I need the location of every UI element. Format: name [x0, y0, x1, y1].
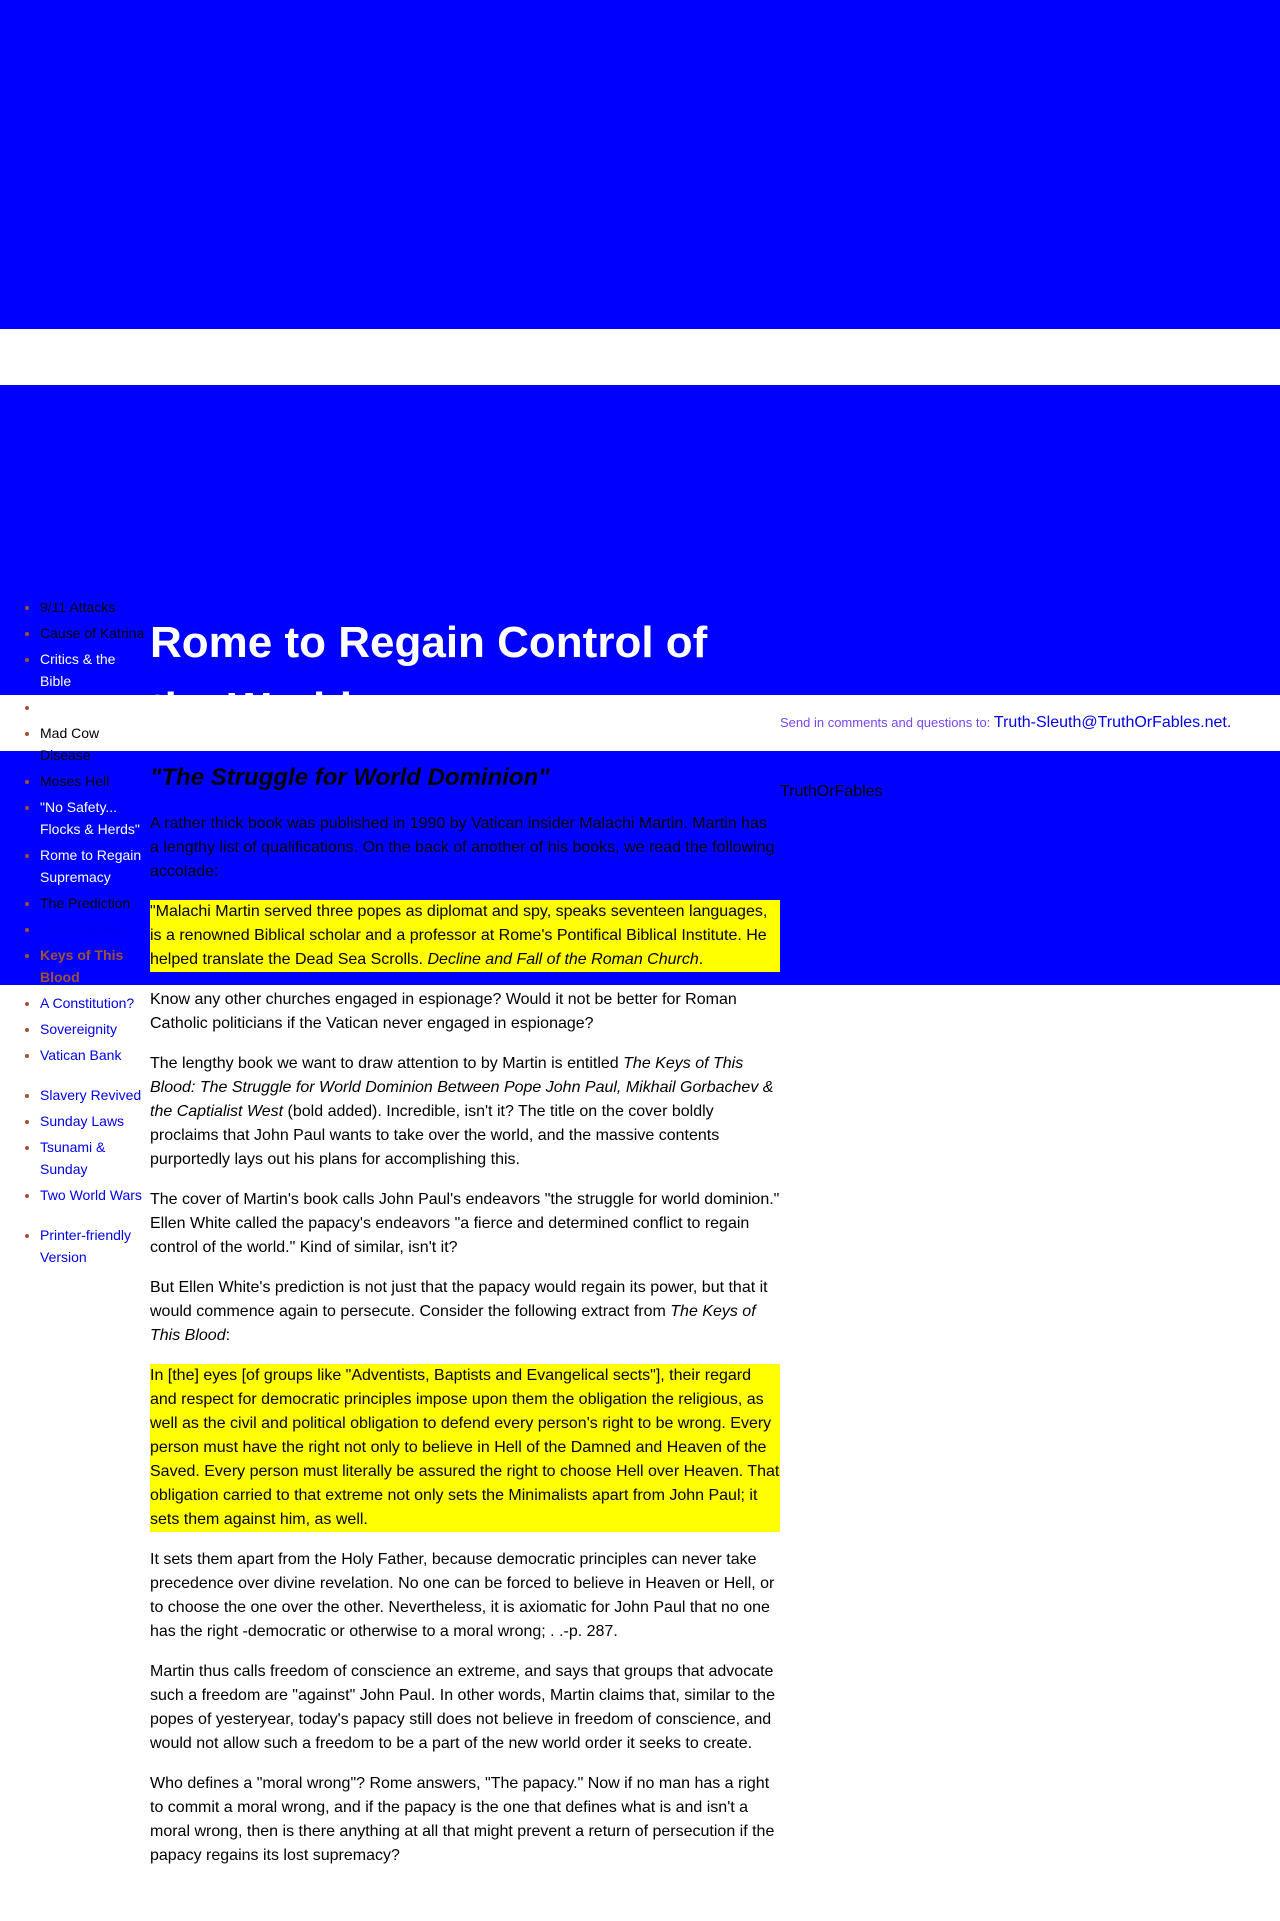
highlighted-quote-extract: In [the] eyes [of groups like "Adventists, Baptists and Evangelical sects"], their regard and respect for democratic principles impose upon them the obligation the religious, as well as the civil and political obligation to defend every person's right to be wrong. Every person must have the right not only to believe in Hell of the Damned and Heaven of the Saved. Every person must literally be assured the right to choose Hell over Heaven. That obligation carried to that extreme not only sets the Minimalists apart from John Paul; it sets them against him, as well. [150, 1364, 780, 1532]
nav-link-sovereignity[interactable]: • Sovereignity [40, 1021, 118, 1037]
nav-list-more [0, 1084, 150, 1206]
site-name: TruthOrFables [780, 783, 883, 800]
book-description-text: (bold added). Incredible, isn't it? The title on the cover boldly proclaims that John Paul wants to take over the world, and the massive contents purportedly lays out his plans for accomplishing this. [150, 1103, 720, 1168]
nav-item-slavery-revived[interactable] [40, 1084, 150, 1106]
nav-item-tsunami-sunday[interactable] [40, 1136, 150, 1180]
nav-current-keys-of-this-blood: • Keys of This Blood [40, 947, 124, 985]
contact-panel [780, 711, 1260, 801]
sidebar-nav [0, 596, 150, 1272]
paragraph-comparison: The cover of Martin's book calls John Paul's endeavors "the struggle for world dominion." Ellen White called the papacy's endeavors "a fierce and determined conflict to regain control of the world." Kind of similar, isn't it? [150, 1191, 780, 1256]
nav-link-moses-hell[interactable]: • Moses Hell [40, 773, 110, 789]
nav-link-911-attacks[interactable]: • 9/11 Attacks [40, 599, 116, 615]
nav-item-vatican-bank[interactable] [40, 1044, 150, 1066]
nav-link-vatican-bank[interactable]: • Vatican Bank [40, 1047, 122, 1063]
paragraph-espionage: Know any other churches engaged in espionage? Would it not be better for Roman Catholic politicians if the Vatican never engaged in espionage? [150, 991, 737, 1032]
nav-item-mad-cow[interactable] [40, 722, 150, 766]
contact-email-link[interactable]: Truth-Sleuth@TruthOrFables.net. [993, 714, 1232, 731]
persecution-colon: : [225, 1327, 231, 1344]
paragraph-book-title [150, 1052, 780, 1172]
printer-friendly-link[interactable]: • Printer-friendly Version [40, 1227, 132, 1265]
nav-link-2004-election[interactable]: • 2004 Election [40, 921, 125, 937]
nav-item-no-safety[interactable] [40, 796, 150, 840]
paragraph-holy-father: It sets them apart from the Holy Father, because democratic principles can never take precedence over divine revelation. No one can be forced to believe in Heaven or Hell, or to choose the one over the other. Nevertheless, it is axiomatic for John Paul that no one has the right -democratic or otherwise to a moral wrong; . .-p. 287. [150, 1551, 775, 1640]
book-intro-text: The lengthy book we want to draw attention to by Martin is entitled [150, 1055, 624, 1072]
nav-link-no-safety[interactable]: • "No Safety... Flocks & Herds" [40, 799, 140, 837]
nav-list-print [0, 1224, 150, 1268]
nav-link-tsunami-sunday[interactable]: • Tsunami & Sunday [40, 1139, 106, 1177]
nav-item-keys-of-this-blood [40, 944, 150, 988]
paragraph-moral-wrong: Who defines a "moral wrong"? Rome answers, "The papacy." Now if no man has a right to commit a moral wrong, and if the papacy is the one that defines what is and isn't a moral wrong, then is there anything at all that might prevent a return of persecution if the papacy regains its lost supremacy? [150, 1775, 775, 1864]
paragraph-intro: A rather thick book was published in 1990 by Vatican insider Malachi Martin. Martin has a lengthy list of qualifications. On the back of another of his books, we read the following accolade: [150, 815, 775, 880]
nav-item-two-world-wars[interactable] [40, 1184, 150, 1206]
nav-link-cause-of-katrina[interactable]: • Cause of Katrina [40, 625, 145, 641]
highlighted-quote-accolade [150, 900, 780, 972]
nav-list-topics [0, 596, 150, 1066]
nav-link-mad-cow[interactable]: • Mad Cow Disease [40, 725, 100, 763]
nav-link-critics-bible[interactable]: • Critics & the Bible [40, 651, 116, 689]
nav-link-rome-supremacy[interactable]: • Rome to Regain Supremacy [40, 847, 142, 885]
paragraph-persecution [150, 1276, 780, 1348]
nav-item-moses-hell[interactable] [40, 770, 150, 792]
nav-item-sunday-laws[interactable] [40, 1110, 150, 1132]
quote-accolade-source: Decline and Fall of the Roman Church [427, 951, 699, 968]
nav-item-printer-friendly[interactable] [40, 1224, 150, 1268]
nav-item-the-prediction[interactable] [40, 892, 150, 914]
nav-link-a-constitution[interactable]: • A Constitution? [40, 995, 135, 1011]
page-title: Rome to Regain Control of the World [150, 618, 708, 733]
article-subtitle: "The Struggle for World Dominion" [150, 764, 550, 791]
contact-line [780, 711, 1260, 735]
nav-link-sunday-laws[interactable]: • Sunday Laws [40, 1113, 125, 1129]
nav-item-2004-election[interactable] [40, 918, 150, 940]
article [150, 610, 780, 1884]
book-full-title: The Keys of This Blood: The Struggle for World Dominion Between Pope John Paul, Mikhail Gorbachev & the Captialist West [150, 1055, 774, 1120]
quote-accolade-end: . [698, 951, 704, 968]
nav-link-empty [40, 696, 150, 718]
top-blue-banner [0, 0, 1280, 329]
paragraph-freedom-of-conscience: Martin thus calls freedom of conscience an extreme, and says that groups that advocate such a freedom are "against" John Paul. In other words, Martin claims that, similar to the popes of yesteryear, today's papacy still does not believe in freedom of conscience, and would not allow such a freedom to be a part of the new world order it seeks to create. [150, 1663, 775, 1752]
nav-item-911-attacks[interactable] [40, 596, 150, 618]
nav-item-empty [40, 696, 150, 718]
quote-accolade-text: "Malachi Martin served three popes as diplomat and spy, speaks seventeen languages, is a renowned Biblical scholar and a professor at Rome's Pontifical Biblical Institute. He helped translate the Dead Sea Scrolls. [150, 903, 768, 968]
nav-item-rome-supremacy[interactable] [40, 844, 150, 888]
contact-prefix: Send in comments and questions to: [780, 715, 994, 730]
book-short-title: The Keys of This Blood [150, 1303, 756, 1344]
nav-link-slavery-revived[interactable]: • Slavery Revived [40, 1087, 142, 1103]
nav-link-the-prediction[interactable]: • The Prediction [40, 895, 131, 911]
nav-item-cause-of-katrina[interactable] [40, 622, 150, 644]
nav-item-a-constitution[interactable] [40, 992, 150, 1014]
nav-item-sovereignity[interactable] [40, 1018, 150, 1040]
nav-link-two-world-wars[interactable]: • Two World Wars [40, 1187, 142, 1203]
persecution-text: But Ellen White's prediction is not just that the papacy would regain its power, but that it would commence again to persecute. Consider the following extract from [150, 1279, 768, 1320]
nav-item-critics-bible[interactable] [40, 648, 150, 692]
